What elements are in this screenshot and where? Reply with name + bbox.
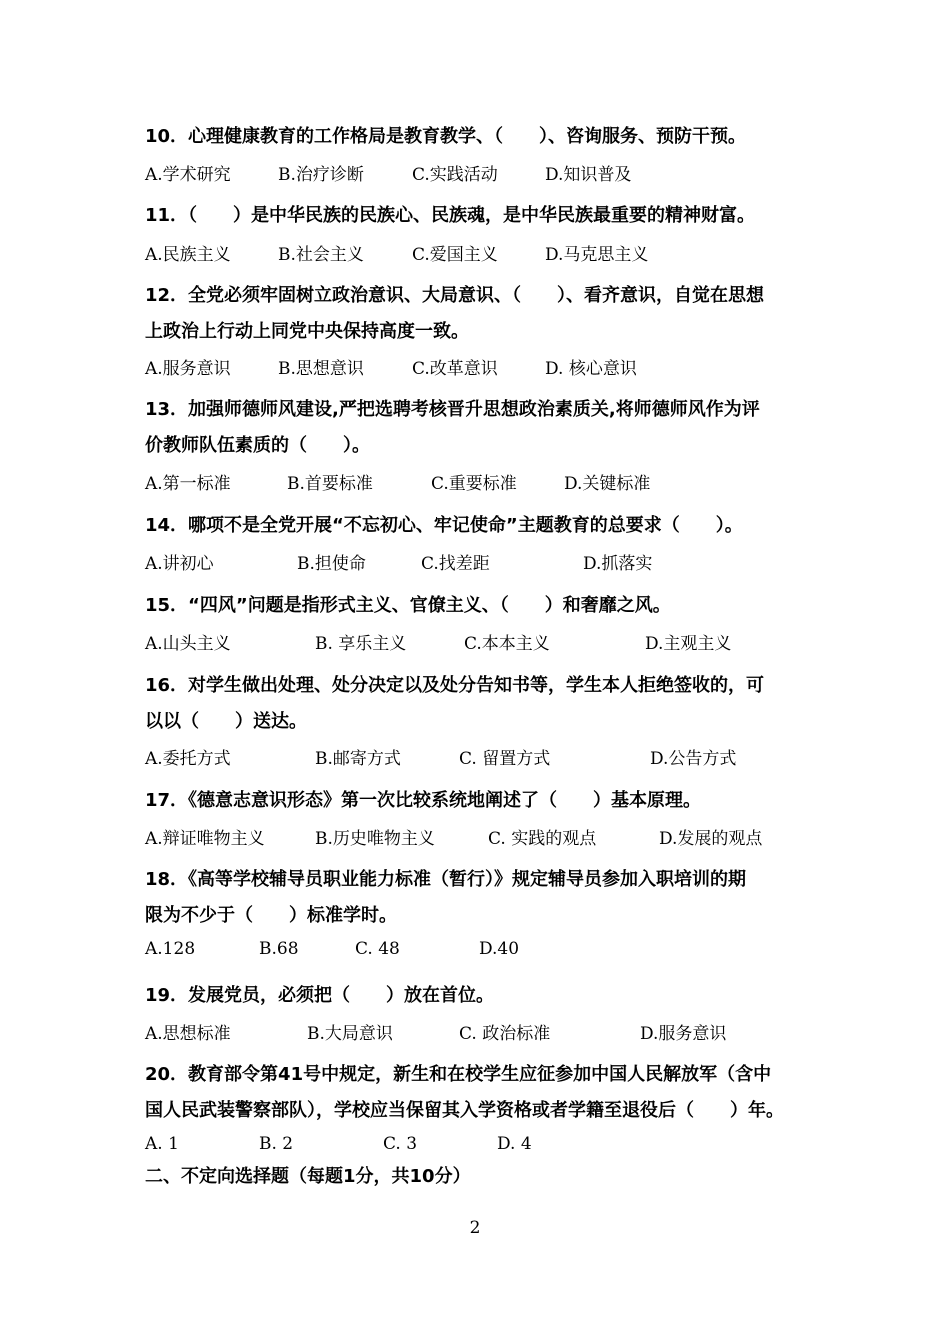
options-10 — [145, 156, 825, 188]
question-stem-line-1: 12．全党必须牢固树立政治意识、大局意识、（ ）、看齐意识，自觉在思想 — [145, 285, 765, 306]
option-d: D.抓落实 — [583, 554, 653, 574]
option-b: B.治疗诊断 — [278, 165, 364, 185]
question-16 — [145, 668, 825, 740]
question-15 — [145, 588, 825, 624]
option-a: A.第一标准 — [145, 474, 231, 494]
option-b: B.邮寄方式 — [315, 749, 401, 769]
question-10 — [145, 119, 825, 155]
question-stem-line-2: 上政治上行动上同党中央保持高度一致。 — [145, 321, 469, 342]
question-stem-line-2: 国人民武装警察部队），学校应当保留其入学资格或者学籍至退役后（ ）年。 — [145, 1100, 784, 1121]
question-stem-line-2: 以以（ ）送达。 — [145, 711, 307, 732]
options-15 — [145, 625, 825, 657]
question-stem: 17．《德意志意识形态》第一次比较系统地阐述了（ ）基本原理。 — [145, 790, 702, 811]
option-a: A.服务意识 — [145, 359, 231, 379]
option-b: B.担使命 — [297, 554, 366, 574]
option-c: C. 48 — [355, 939, 400, 959]
option-d: D.关键标准 — [564, 474, 651, 494]
option-d: D.40 — [479, 939, 520, 959]
option-d: D. 核心意识 — [545, 359, 637, 379]
question-stem: 11．（ ）是中华民族的民族心、民族魂，是中华民族最重要的精神财富。 — [145, 205, 756, 226]
option-a: A.思想标准 — [145, 1024, 231, 1044]
option-a: A.山头主义 — [145, 634, 231, 654]
option-a: A.学术研究 — [145, 165, 231, 185]
options-14 — [145, 545, 825, 577]
option-b: B. 2 — [259, 1134, 294, 1154]
option-a: A.讲初心 — [145, 554, 214, 574]
option-a: A.辩证唯物主义 — [145, 829, 265, 849]
question-stem: 10．心理健康教育的工作格局是教育教学、（ ）、咨询服务、预防干预。 — [145, 126, 747, 147]
options-17 — [145, 820, 825, 852]
option-d: D.发展的观点 — [659, 829, 763, 849]
section-heading: 二、不定向选择题（每题1分，共10分） — [145, 1166, 471, 1187]
option-c: C.爱国主义 — [412, 245, 498, 265]
question-stem-line-1: 13．加强师德师风建设,严把选聘考核晋升思想政治素质关,将师德师风作为评 — [145, 399, 760, 420]
question-stem: 15．“四风”问题是指形式主义、官僚主义、（ ）和奢靡之风。 — [145, 595, 671, 616]
options-13 — [145, 465, 825, 497]
option-d: D.公告方式 — [650, 749, 737, 769]
option-c: C. 留置方式 — [459, 749, 551, 769]
question-stem: 19．发展党员，必须把（ ）放在首位。 — [145, 985, 495, 1006]
option-c: C. 政治标准 — [459, 1024, 551, 1044]
option-b: B.历史唯物主义 — [315, 829, 435, 849]
question-11 — [145, 198, 825, 234]
option-d: D.服务意识 — [640, 1024, 727, 1044]
options-19 — [145, 1015, 825, 1047]
options-20 — [145, 1130, 825, 1162]
option-d: D.马克思主义 — [545, 245, 649, 265]
options-18 — [145, 935, 825, 967]
question-13 — [145, 392, 825, 464]
page-number: 2 — [469, 1218, 481, 1238]
option-b: B.社会主义 — [278, 245, 364, 265]
options-16 — [145, 740, 825, 772]
question-19 — [145, 978, 825, 1014]
option-b: B.68 — [259, 939, 299, 959]
option-c: C.本本主义 — [464, 634, 550, 654]
option-a: A.128 — [145, 939, 196, 959]
option-c: C.实践活动 — [412, 165, 498, 185]
option-c: C.找差距 — [421, 554, 490, 574]
option-a: A.委托方式 — [145, 749, 231, 769]
question-stem-line-1: 16．对学生做出处理、处分决定以及处分告知书等，学生本人拒绝签收的，可 — [145, 675, 765, 696]
option-b: B.大局意识 — [307, 1024, 393, 1044]
option-b: B.首要标准 — [287, 474, 373, 494]
option-b: B.思想意识 — [278, 359, 364, 379]
question-12 — [145, 278, 825, 350]
options-12 — [145, 350, 825, 382]
question-14 — [145, 508, 825, 544]
option-d: D. 4 — [497, 1134, 532, 1154]
option-d: D.主观主义 — [645, 634, 732, 654]
option-c: C.重要标准 — [431, 474, 517, 494]
option-a: A.民族主义 — [145, 245, 231, 265]
options-11 — [145, 236, 825, 268]
option-b: B. 享乐主义 — [315, 634, 407, 654]
question-stem-line-1: 20．教育部令第41号中规定，新生和在校学生应征参加中国人民解放军（含中 — [145, 1064, 772, 1085]
question-stem: 14．哪项不是全党开展“不忘初心、牢记使命”主题教育的总要求（ ）。 — [145, 515, 743, 536]
option-a: A. 1 — [145, 1134, 179, 1154]
question-stem-line-2: 限为不少于（ ）标准学时。 — [145, 905, 397, 926]
question-18 — [145, 862, 825, 934]
option-d: D.知识普及 — [545, 165, 632, 185]
question-20 — [145, 1057, 825, 1129]
question-stem-line-1: 18．《高等学校辅导员职业能力标准（暂行）》规定辅导员参加入职培训的期 — [145, 869, 747, 890]
option-c: C. 3 — [383, 1134, 418, 1154]
option-c: C.改革意识 — [412, 359, 498, 379]
question-stem-line-2: 价教师队伍素质的（ ）。 — [145, 435, 370, 456]
question-17 — [145, 783, 825, 819]
option-c: C. 实践的观点 — [488, 829, 597, 849]
